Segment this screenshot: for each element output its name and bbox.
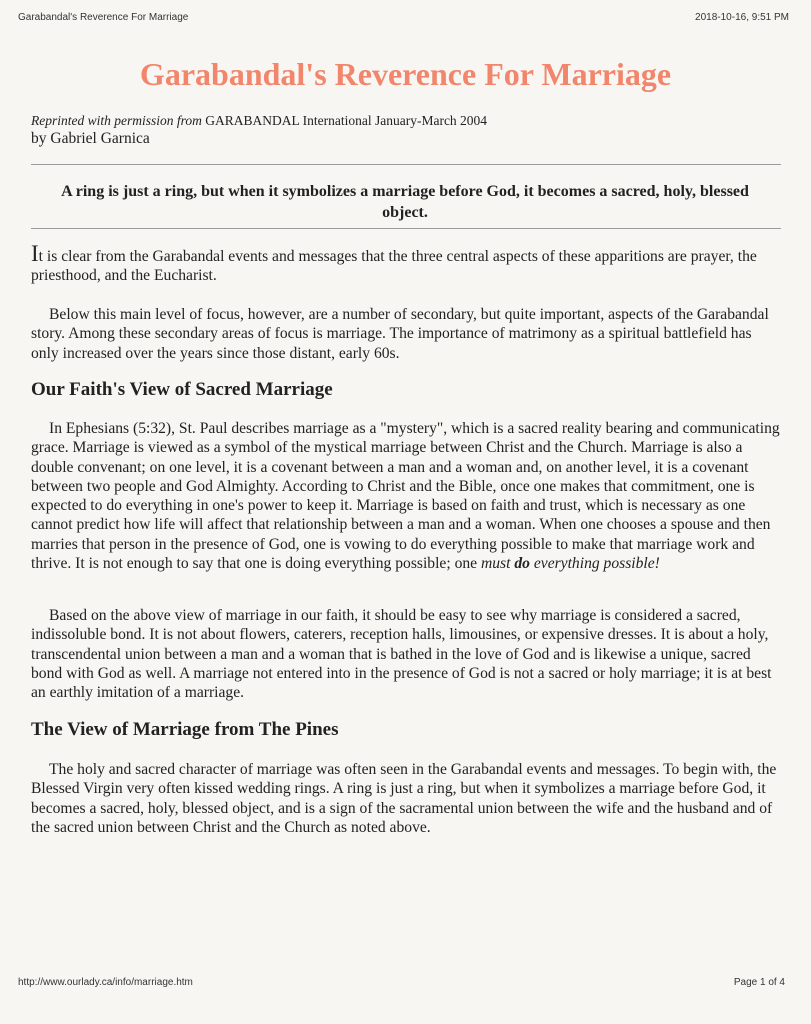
print-footer-page: Page 1 of 4	[733, 977, 785, 988]
paragraph-indissoluble-bond	[31, 606, 783, 702]
paragraph-ephesians	[31, 419, 783, 573]
emphasis-everything-possible: everything possible!	[529, 555, 660, 573]
print-footer-url: http://www.ourlady.ca/info/marriage.htm	[18, 977, 193, 988]
drop-cap: I	[31, 241, 39, 266]
paragraph-pines-text: The holy and sacred character of marriage was often seen in the Garabandal events and messages. To begin with, the Blessed Virgin very often kissed wedding rings. A ring is just a ring, but when it symbolizes a marriage before God, it becomes a sacred, holy, blessed object, and is a sign of the sacramental union between the wife and the husband and of the sacred union between Christ and the Church as noted above.	[31, 761, 777, 836]
print-header-timestamp: 2018-10-16, 9:51 PM	[695, 12, 789, 23]
reprint-source: GARABANDAL International January-March 2004	[201, 113, 488, 128]
section-heading-faith-view: Our Faith's View of Sacred Marriage	[31, 379, 333, 400]
print-header-title: Garabandal's Reverence For Marriage	[18, 12, 189, 23]
intro-text: t is clear from the Garabandal events and messages that the three central aspects of these apparitions are prayer, the priesthood, and the Eucharist.	[31, 248, 757, 285]
emphasis-must: must	[481, 555, 515, 573]
reprint-credit	[31, 113, 487, 129]
paragraph-ephesians-text: In Ephesians (5:32), St. Paul describes marriage as a "mystery", which is a sacred reality bearing and communicating grace. Marriage is viewed as a symbol of the mystical marriage between Christ and the Church. Marriage is also a double convenant; on one level, it is a covenant between a man and a woman and, on another level, it is a covenant between two people and God Almighty. According to Christ and the Bible, once one makes that commitment, one is expected to do everything in one's power to keep it. Marriage is based on faith and trust, which is necessary as one cannot predict how life will affect that relationship between a man and a woman. When one chooses a spouse and then marries that person in the presence of God, one is vowing to do everything possible to make that marriage work and thrive. It is not enough to say that one is doing everything possible; one	[31, 420, 780, 573]
byline: by Gabriel Garnica	[31, 130, 150, 147]
paragraph-pines	[31, 760, 783, 837]
section-heading-pines-view: The View of Marriage from The Pines	[31, 719, 339, 740]
emphasis-do: do	[514, 555, 530, 573]
pull-quote: A ring is just a ring, but when it symbolizes a marriage before God, it becomes a sacred, holy, blessed object.	[61, 183, 749, 221]
divider-bottom	[31, 228, 781, 229]
paragraph-indissoluble-bond-text: Based on the above view of marriage in our faith, it should be easy to see why marriage is considered a sacred, indissoluble bond. It is not about flowers, caterers, reception halls, limousines, or expensive dresses. It is about a holy, transcendental union between a man and a woman that is bathed in the love of God and is likewise a unique, sacred bond with God as well. A marriage not entered into in the presence of God is not a sacred or holy marriage; it is at best an earthly imitation of a marriage.	[31, 607, 772, 702]
paragraph-secondary-aspects-text: Below this main level of focus, however, are a number of secondary, but quite important, aspects of the Garabandal story. Among these secondary areas of focus is marriage. The importance of matrimony as a spiritual battlefield has only increased over the years since those distant, early 60s.	[31, 306, 769, 362]
paragraph-secondary-aspects	[31, 305, 783, 363]
divider-top	[31, 164, 781, 165]
intro-paragraph	[31, 241, 783, 286]
page-title: Garabandal's Reverence For Marriage	[139, 56, 672, 92]
reprint-italic: Reprinted with permission from	[31, 113, 202, 128]
